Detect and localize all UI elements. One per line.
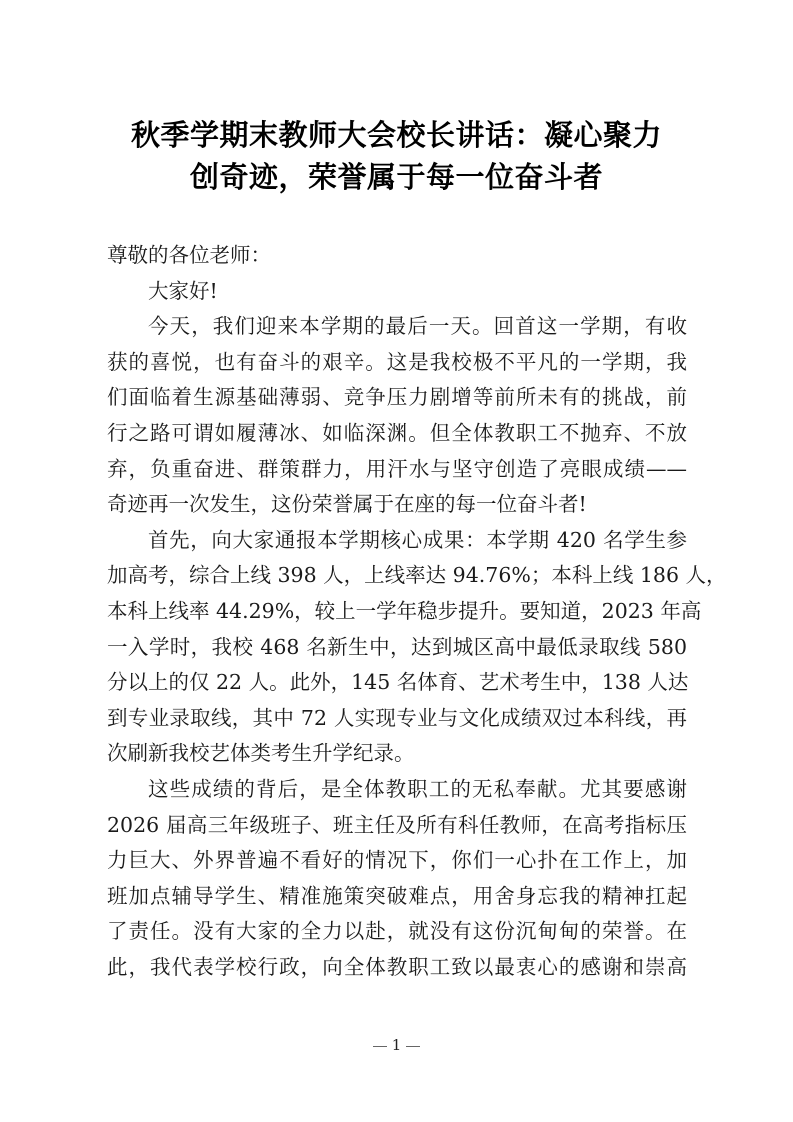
paragraph-3-line-2: 2026 届高三年级班子、班主任及所有科任教师，在高考指标压 bbox=[107, 812, 687, 837]
footer-dash-right bbox=[406, 1046, 420, 1047]
paragraph-2-line-2: 加高考，综合上线 398 人，上线率达 94.76%；本科上线 186 人， bbox=[107, 563, 727, 588]
paragraph-3-line-6: 此，我代表学校行政，向全体教职工致以最衷心的感谢和崇高 bbox=[107, 954, 687, 979]
paragraph-1-line-6: 奇迹再一次发生，这份荣誉属于在座的每一位奋斗者! bbox=[107, 492, 587, 517]
paragraph-3-line-5: 了责任。没有大家的全力以赴，就没有这份沉甸甸的荣誉。在 bbox=[107, 919, 687, 944]
paragraph-3-line-3: 力巨大、外界普遍不看好的情况下，你们一心扑在工作上，加 bbox=[107, 848, 687, 873]
document-title bbox=[80, 114, 713, 198]
page-number: 1 bbox=[391, 1036, 402, 1054]
paragraph-2-line-6: 到专业录取线，其中 72 人实现专业与文化成绩双过本科线，再 bbox=[107, 705, 687, 730]
greeting: 大家好! bbox=[148, 278, 218, 303]
paragraph-2-line-3: 本科上线率 44.29%，较上一学年稳步提升。要知道，2023 年高 bbox=[107, 598, 702, 623]
paragraph-3-line-4: 班加点辅导学生、精准施策突破难点，用舍身忘我的精神扛起 bbox=[107, 883, 687, 908]
footer-dash-left bbox=[373, 1046, 387, 1047]
paragraph-1-line-3: 们面临着生源基础薄弱、竞争压力剧增等前所未有的挑战，前 bbox=[107, 385, 687, 410]
title-line-1: 秋季学期末教师大会校长讲话：凝心聚力 bbox=[130, 118, 662, 152]
paragraph-3-line-1: 这些成绩的背后，是全体教职工的无私奉献。尤其要感谢 bbox=[148, 776, 687, 801]
salutation: 尊敬的各位老师： bbox=[107, 243, 271, 267]
paragraph-1-line-4: 行之路可谓如履薄冰、如临深渊。但全体教职工不抛弃、不放 bbox=[107, 420, 687, 445]
paragraph-1-line-2: 获的喜悦，也有奋斗的艰辛。这是我校极不平凡的一学期，我 bbox=[107, 349, 687, 374]
page-footer bbox=[0, 1036, 793, 1054]
paragraph-2-line-1: 首先，向大家通报本学期核心成果：本学期 420 名学生参 bbox=[148, 527, 687, 552]
paragraph-2-line-4: 一入学时，我校 468 名新生中，达到城区高中最低录取线 580 bbox=[107, 634, 687, 659]
paragraph-1-line-1: 今天，我们迎来本学期的最后一天。回首这一学期，有收 bbox=[148, 314, 687, 339]
paragraph-2-line-7: 次刷新我校艺体类考生升学纪录。 bbox=[107, 741, 415, 766]
paragraph-2-line-5: 分以上的仅 22 人。此外，145 名体育、艺术考生中，138 人达 bbox=[107, 670, 689, 695]
document-body bbox=[107, 238, 727, 985]
paragraph-1-line-5: 弃，负重奋进、群策群力，用汗水与坚守创造了亮眼成绩—— bbox=[107, 456, 687, 481]
title-line-2: 创奇迹，荣誉属于每一位奋斗者 bbox=[189, 160, 603, 194]
